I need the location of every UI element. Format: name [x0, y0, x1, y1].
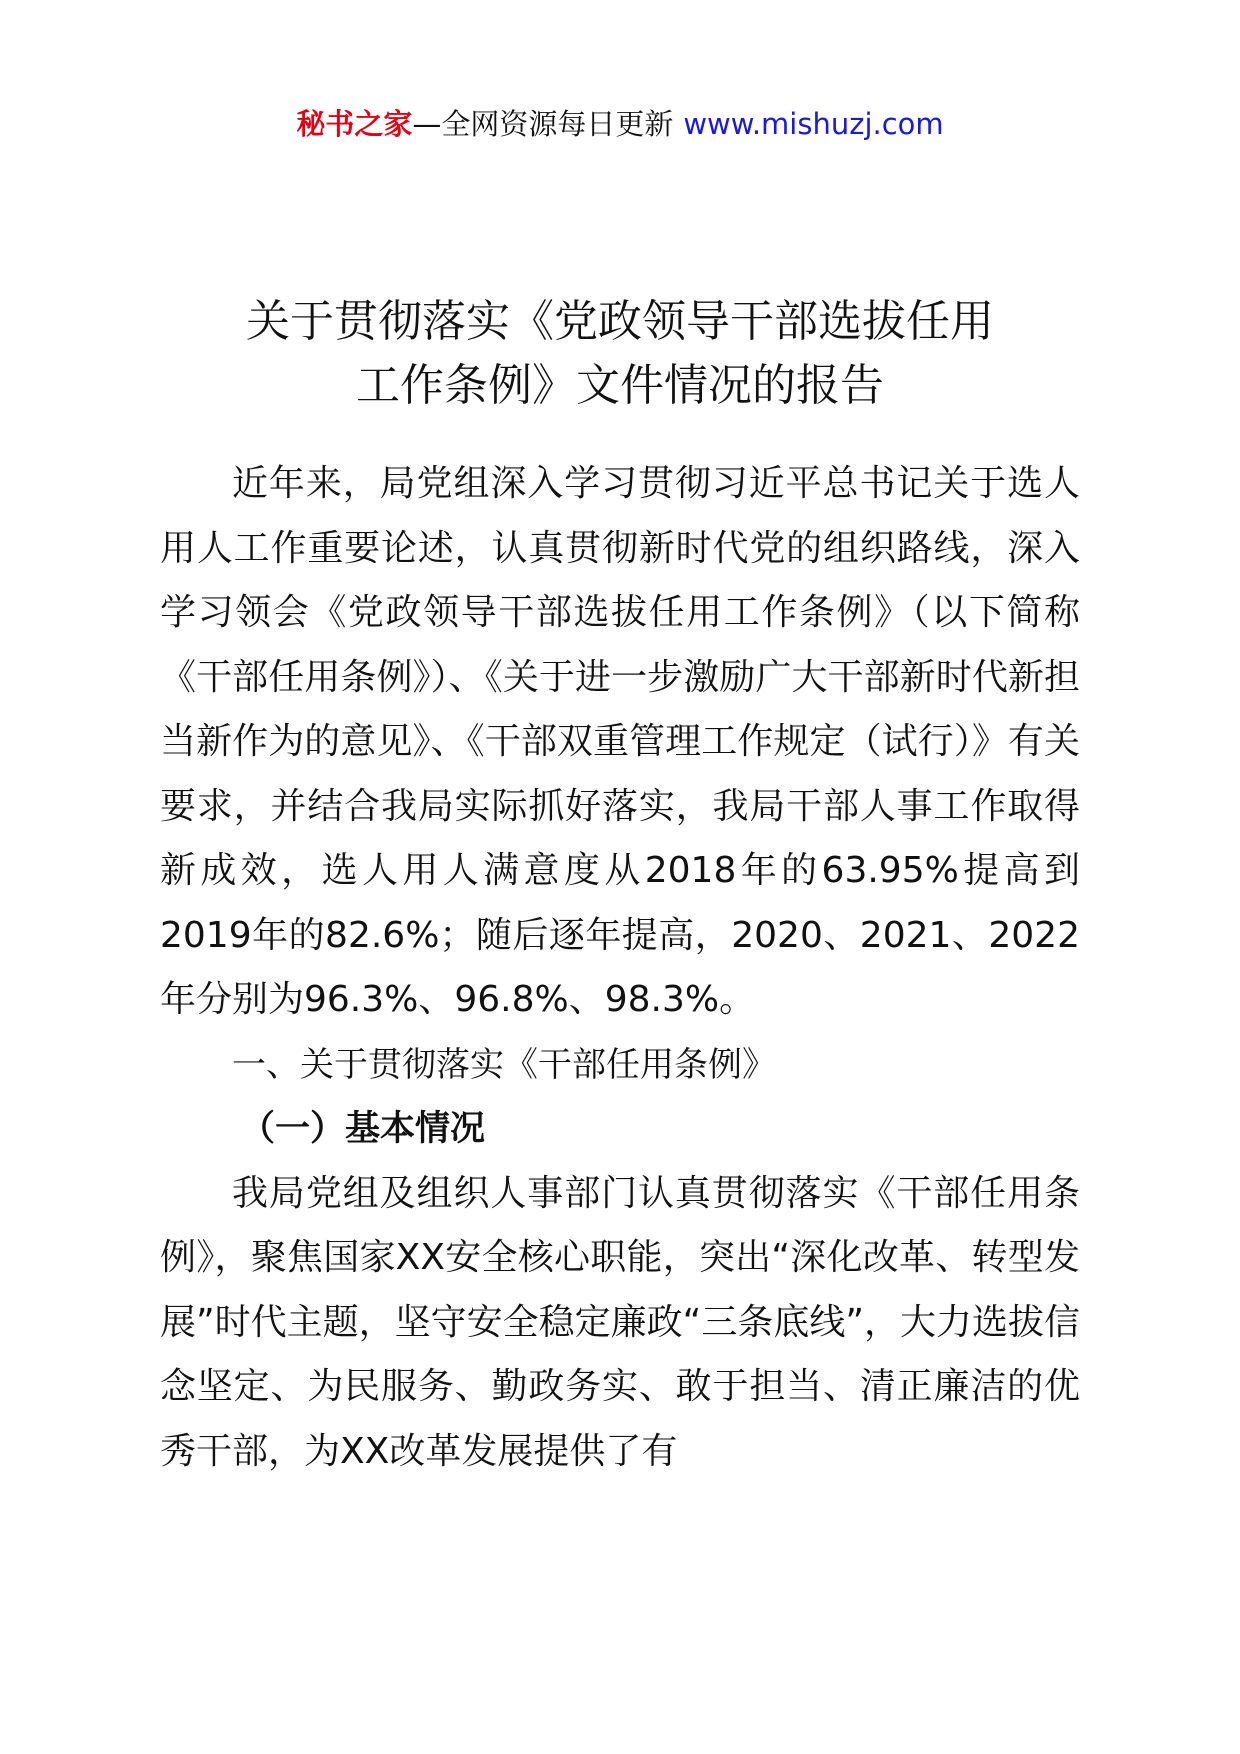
- site-url-link[interactable]: www.mishuzj.com: [683, 107, 944, 141]
- paragraph-basic-situation: 我局党组及组织人事部门认真贯彻落实《干部任用条例》，聚焦国家XX安全核心职能，突出“深化改革、转型发展”时代主题，坚守安全稳定廉政“三条底线”，大力选拔信念坚定、为民服务、勤政务实、敢于担当、清正廉洁的优秀干部，为XX改革发展提供了有: [160, 1172, 1080, 1472]
- title-line-2: 工作条例》文件情况的报告: [356, 360, 884, 411]
- title-line-1: 关于贯彻落实《党政领导干部选拔任用: [246, 296, 994, 347]
- section-heading-1: 一、关于贯彻落实《干部任用条例》: [232, 1044, 776, 1085]
- site-header: [0, 104, 1240, 144]
- document-body: [160, 452, 1080, 1484]
- subsection-heading-basic: （一）基本情况: [240, 1109, 486, 1149]
- document-title: [120, 290, 1120, 418]
- brand-name: 秘书之家: [296, 107, 413, 141]
- header-tagline: —全网资源每日更新: [412, 107, 674, 141]
- paragraph-intro: 近年来，局党组深入学习贯彻习近平总书记关于选人用人工作重要论述，认真贯彻新时代党的组织路线，深入学习领会《党政领导干部选拔任用工作条例》（以下简称《干部任用条例》）、《关于进一步激励广大干部新时代新担当新作为的意见》、《干部双重管理工作规定（试行）》有关要求，并结合我局实际抓好落实，我局干部人事工作取得新成效，选人用人满意度从2018年的63.95%提高到2019年的82.6%；随后逐年提高，2020、2021、2022年分别为96.3%、96.8%、98.3%。: [160, 463, 1080, 1020]
